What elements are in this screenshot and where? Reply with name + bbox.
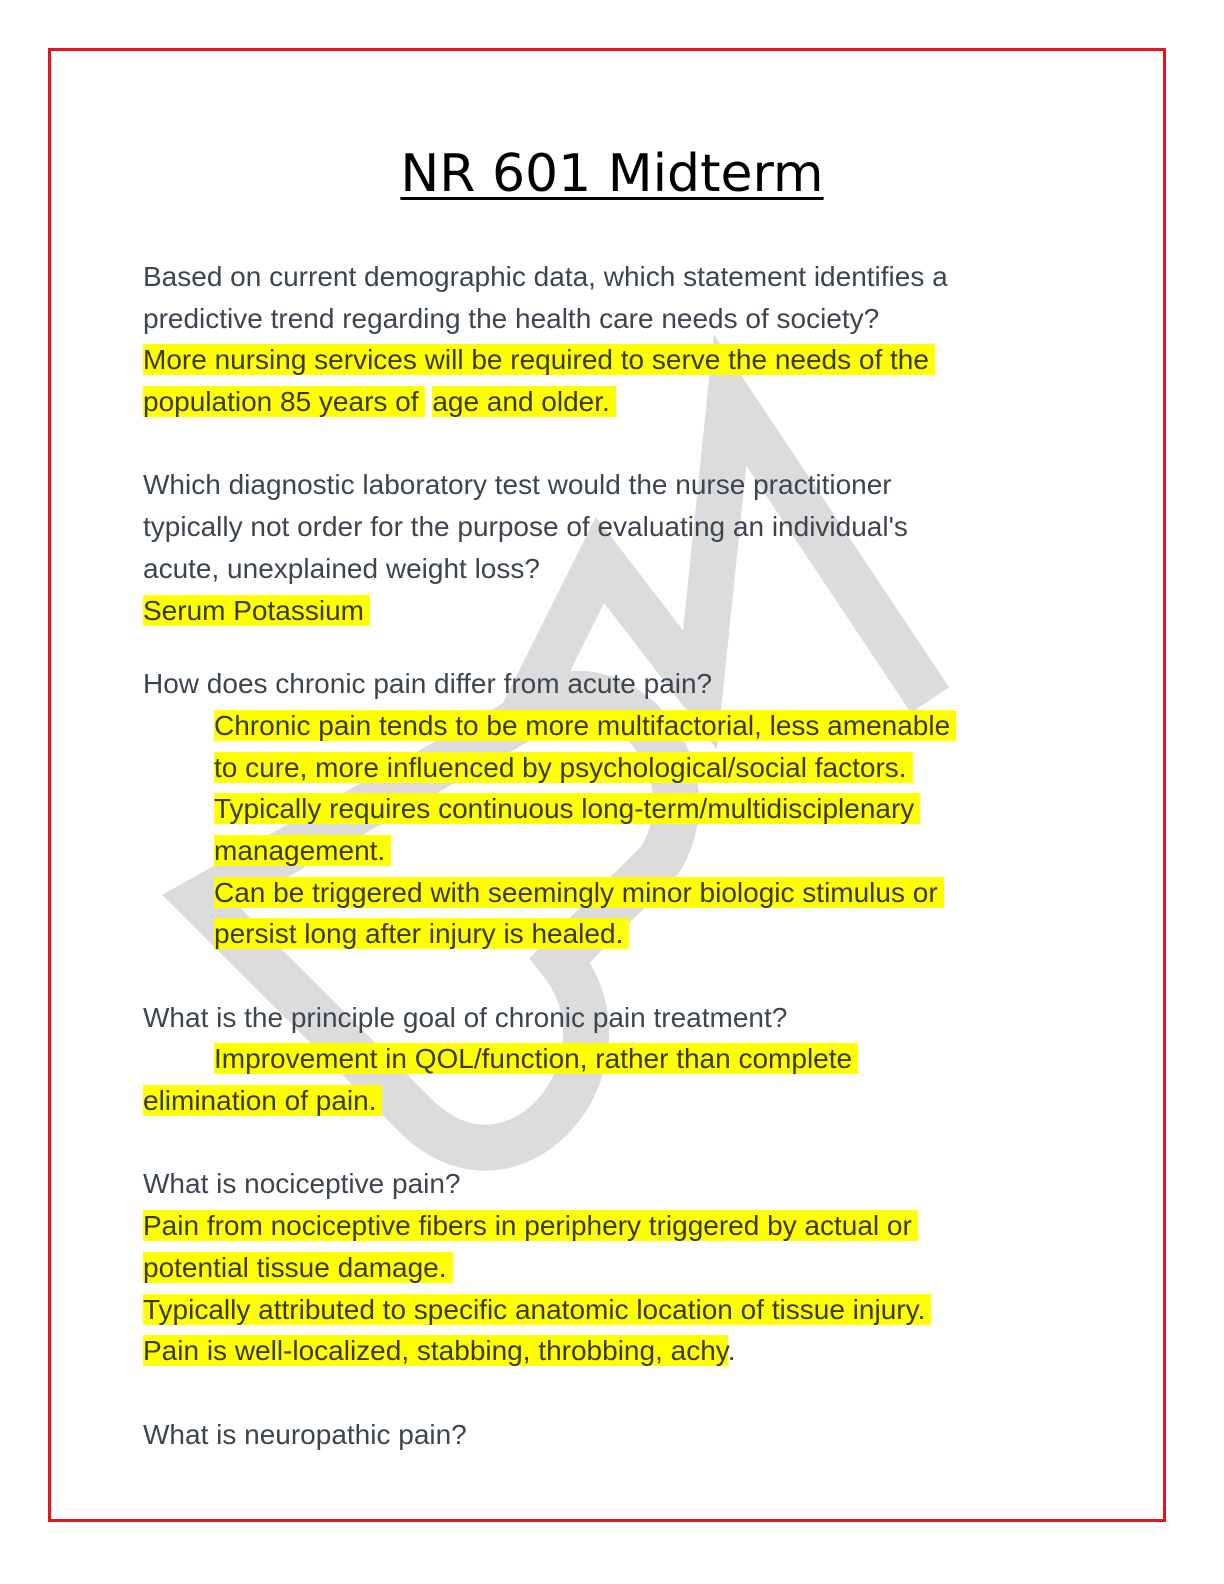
answer-line: [143, 788, 1073, 830]
answer-line: [143, 381, 1073, 423]
answer-line: [143, 590, 1073, 632]
qa-block-4: [143, 997, 1073, 1122]
answer-line: [143, 747, 1073, 789]
question-line: What is the principle goal of chronic pain treatment?: [143, 1001, 788, 1033]
answer-highlight: population 85 years of: [143, 386, 425, 417]
answer-highlight: elimination of pain.: [143, 1085, 382, 1116]
question-line: How does chronic pain differ from acute pain?: [143, 668, 713, 700]
answer-line: [143, 872, 1073, 914]
answer-highlight: Pain is well-localized, stabbing, throbbing, achy: [143, 1335, 728, 1367]
answer-highlight: age and older.: [432, 386, 616, 417]
question-line: What is neuropathic pain?: [143, 1418, 467, 1450]
qa-block-2: [143, 464, 1073, 631]
answer-line: [143, 1289, 1073, 1331]
document-body: [143, 256, 1073, 1455]
question-line: What is nociceptive pain?: [143, 1168, 461, 1200]
answer-line: [143, 1205, 1073, 1247]
answer-line: [143, 1080, 1073, 1122]
qa-block-3: [143, 663, 1073, 955]
answer-highlight: Typically requires continuous long-term/multidisciplenary: [214, 793, 920, 824]
question-line: Which diagnostic laboratory test would the nurse practitioner: [143, 469, 892, 501]
answer-line: [143, 705, 1073, 747]
answer-trailing-punctuation: .: [727, 1335, 736, 1367]
answer-highlight: Can be triggered with seemingly minor biologic stimulus or: [214, 877, 944, 908]
page-title: [0, 138, 1224, 210]
answer-line: [143, 1247, 1073, 1289]
question-line: predictive trend regarding the health care needs of society?: [143, 302, 880, 334]
question-line: typically not order for the purpose of evaluating an individual's: [143, 511, 908, 543]
answer-highlight: persist long after injury is healed.: [214, 918, 629, 949]
qa-block-6: [143, 1414, 1073, 1456]
question-line: Based on current demographic data, which statement identifies a: [143, 261, 948, 292]
answer-highlight: Typically attributed to specific anatomic location of tissue injury.: [143, 1294, 931, 1325]
answer-highlight: More nursing services will be required to serve the needs of the: [143, 344, 935, 375]
answer-highlight: Chronic pain tends to be more multifactorial, less amenable: [214, 710, 956, 741]
answer-highlight: to cure, more influenced by psychological/social factors.: [214, 752, 913, 783]
qa-block-5: [143, 1163, 1073, 1371]
answer-line: [143, 1038, 1073, 1080]
answer-highlight: potential tissue damage.: [143, 1252, 453, 1283]
answer-line: [143, 913, 1073, 955]
answer-highlight: management.: [214, 835, 391, 866]
answer-line: [143, 830, 1073, 872]
qa-block-1: [143, 256, 1073, 423]
answer-highlight: Improvement in QOL/function, rather than complete: [214, 1043, 858, 1074]
answer-highlight: Pain from nociceptive fibers in periphery triggered by actual or: [143, 1210, 918, 1241]
answer-highlight: Serum Potassium: [143, 595, 370, 626]
answer-line: [143, 339, 1073, 381]
page-title-text: NR 601 Midterm: [400, 144, 824, 204]
answer-line: [143, 1330, 1073, 1372]
question-line: acute, unexplained weight loss?: [143, 552, 540, 584]
